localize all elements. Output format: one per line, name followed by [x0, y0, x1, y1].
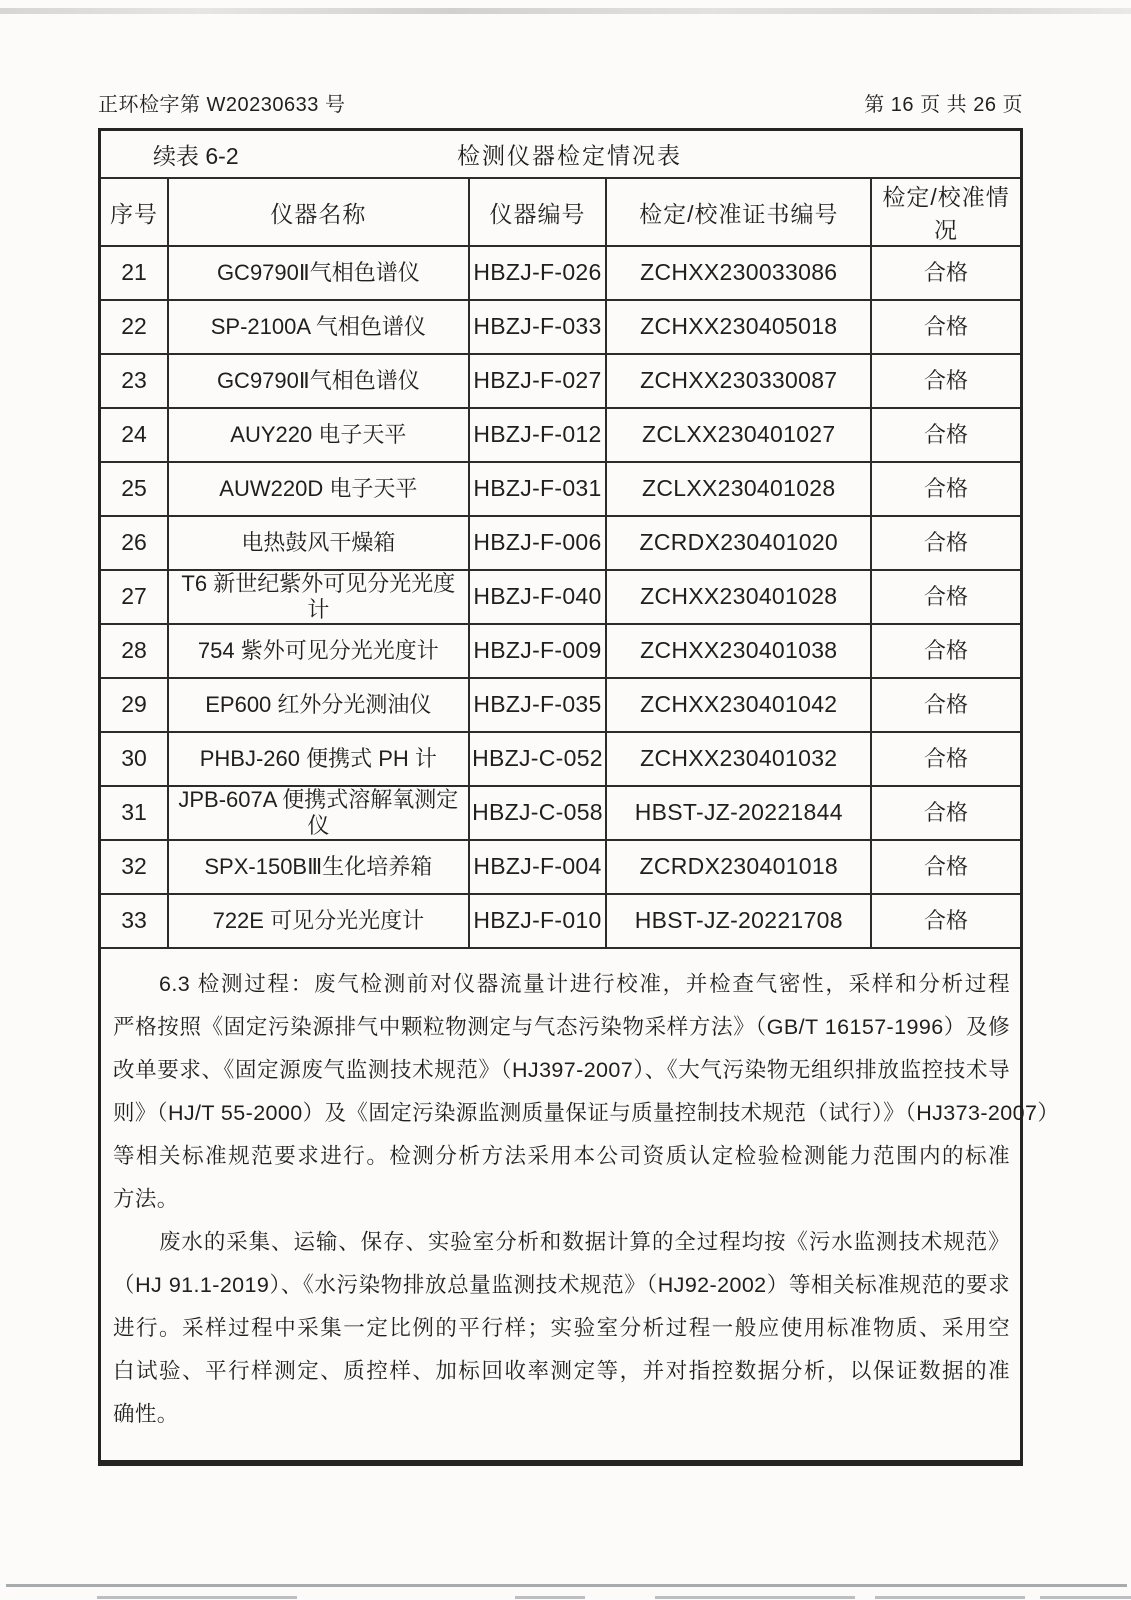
cell-code: HBZJ-F-026: [469, 246, 607, 300]
cell-no: 29: [101, 678, 168, 732]
table-title-row: [101, 131, 1020, 179]
cell-cert: ZCRDX230401020: [606, 516, 871, 570]
paragraph-line: 6.3 检测过程：废气检测前对仪器流量计进行校准，并检查气密性，采样和分析过程: [159, 972, 1010, 996]
cell-code: HBZJ-F-006: [469, 516, 607, 570]
paragraph-line: 方法。: [113, 1187, 179, 1211]
cell-name: GC9790Ⅱ气相色谱仪: [168, 354, 469, 408]
cell-cert: ZCHXX230401038: [606, 624, 871, 678]
table-row: [101, 354, 1020, 408]
cell-status: 合格: [871, 570, 1020, 624]
cell-no: 22: [101, 300, 168, 354]
cell-cert: ZCHXX230401032: [606, 732, 871, 786]
document-number: 正环检字第 W20230633 号: [98, 94, 346, 116]
cell-cert: ZCHXX230405018: [606, 300, 871, 354]
cell-code: HBZJ-F-010: [469, 894, 607, 948]
table-row: [101, 624, 1020, 678]
paragraph-line: 确性。: [113, 1402, 179, 1426]
cell-code: HBZJ-F-027: [469, 354, 607, 408]
scan-artifact-dash: [97, 1596, 297, 1599]
instrument-verification-table: [101, 179, 1020, 949]
cell-name: 722E 可见分光光度计: [168, 894, 469, 948]
cell-no: 23: [101, 354, 168, 408]
table-continuation-label: 续表 6-2: [153, 142, 239, 169]
table-header-row: [101, 179, 1020, 246]
cell-cert: ZCHXX230401028: [606, 570, 871, 624]
table-row: [101, 462, 1020, 516]
table-row: [101, 408, 1020, 462]
paragraph-line: 等相关标准规范要求进行。检测分析方法采用本公司资质认定检验检测能力范围内的标准: [113, 1144, 1010, 1168]
cell-cert: ZCRDX230401018: [606, 840, 871, 894]
table-row: [101, 840, 1020, 894]
table-row: [101, 570, 1020, 624]
cell-no: 25: [101, 462, 168, 516]
table-row: [101, 678, 1020, 732]
paragraph-line: （HJ 91.1-2019）、《水污染物排放总量监测技术规范》（HJ92-2002）等相关标准规范的要求: [113, 1273, 1010, 1297]
cell-name: AUW220D 电子天平: [168, 462, 469, 516]
column-header-status: 检定/校准情况: [871, 179, 1020, 246]
paragraph-line: 则》（HJ/T 55-2000）及《固定污染源监测质量保证与质量控制技术规范（试行）》（HJ373-2007）: [113, 1101, 1060, 1125]
paragraph-line: 废水的采集、运输、保存、实验室分析和数据计算的全过程均按《污水监测技术规范》: [159, 1230, 1010, 1254]
scan-artifact-top-strip: [0, 8, 1131, 14]
cell-cert: ZCHXX230033086: [606, 246, 871, 300]
paragraph-line: 改单要求、《固定源废气监测技术规范》（HJ397-2007）、《大气污染物无组织排放监控技术导: [113, 1058, 1010, 1082]
scan-artifact-dash: [515, 1596, 585, 1599]
page-header: [98, 88, 1023, 117]
cell-code: HBZJ-C-058: [469, 786, 607, 840]
table-row: [101, 894, 1020, 948]
cell-status: 合格: [871, 300, 1020, 354]
table-row: [101, 786, 1020, 840]
cell-status: 合格: [871, 840, 1020, 894]
cell-status: 合格: [871, 732, 1020, 786]
cell-name: JPB-607A 便携式溶解氧测定仪: [168, 786, 469, 840]
cell-status: 合格: [871, 408, 1020, 462]
scan-artifact-dash: [875, 1596, 1025, 1599]
cell-no: 32: [101, 840, 168, 894]
cell-status: 合格: [871, 246, 1020, 300]
cell-no: 27: [101, 570, 168, 624]
cell-no: 30: [101, 732, 168, 786]
paragraph-wastewater-process: [113, 1221, 1010, 1436]
cell-cert: ZCHXX230401042: [606, 678, 871, 732]
cell-name: SP-2100A 气相色谱仪: [168, 300, 469, 354]
cell-cert: ZCHXX230330087: [606, 354, 871, 408]
cell-cert: HBST-JZ-20221844: [606, 786, 871, 840]
cell-no: 31: [101, 786, 168, 840]
cell-name: 电热鼓风干燥箱: [168, 516, 469, 570]
cell-no: 21: [101, 246, 168, 300]
cell-code: HBZJ-C-052: [469, 732, 607, 786]
cell-name: 754 紫外可见分光光度计: [168, 624, 469, 678]
column-header-code: 仪器编号: [469, 179, 607, 246]
paragraph-detection-process: [113, 963, 1060, 1221]
table-row: [101, 516, 1020, 570]
cell-status: 合格: [871, 624, 1020, 678]
cell-name: PHBJ-260 便携式 PH 计: [168, 732, 469, 786]
page-indicator: 第 16 页 共 26 页: [864, 94, 1023, 116]
cell-code: HBZJ-F-004: [469, 840, 607, 894]
cell-status: 合格: [871, 786, 1020, 840]
cell-cert: HBST-JZ-20221708: [606, 894, 871, 948]
cell-name: AUY220 电子天平: [168, 408, 469, 462]
cell-name: GC9790Ⅱ气相色谱仪: [168, 246, 469, 300]
cell-status: 合格: [871, 354, 1020, 408]
table-row: [101, 300, 1020, 354]
cell-no: 28: [101, 624, 168, 678]
paragraph-line: 严格按照《固定污染源排气中颗粒物测定与气态污染物采样方法》（GB/T 16157-1996）及修: [113, 1015, 1010, 1039]
report-content-box: [98, 128, 1060, 1466]
scan-artifact-bottom-line: [6, 1584, 1127, 1587]
cell-no: 26: [101, 516, 168, 570]
table-title: 检测仪器检定情况表: [457, 142, 682, 169]
cell-name: EP600 红外分光测油仪: [168, 678, 469, 732]
scan-artifact-dash: [655, 1596, 855, 1599]
paragraph-line: 白试验、平行样测定、质控样、加标回收率测定等，并对指控数据分析，以保证数据的准: [113, 1359, 1010, 1383]
scan-artifact-dash: [1040, 1596, 1131, 1599]
cell-name: T6 新世纪紫外可见分光光度计: [168, 570, 469, 624]
cell-status: 合格: [871, 516, 1020, 570]
cell-code: HBZJ-F-031: [469, 462, 607, 516]
cell-code: HBZJ-F-009: [469, 624, 607, 678]
column-header-name: 仪器名称: [168, 179, 469, 246]
column-header-cert: 检定/校准证书编号: [606, 179, 871, 246]
body-text: [101, 949, 1060, 1436]
table-row: [101, 732, 1020, 786]
cell-code: HBZJ-F-012: [469, 408, 607, 462]
cell-no: 24: [101, 408, 168, 462]
paragraph-line: 进行。采样过程中采集一定比例的平行样；实验室分析过程一般应使用标准物质、采用空: [113, 1316, 1010, 1340]
cell-cert: ZCLXX230401028: [606, 462, 871, 516]
cell-status: 合格: [871, 678, 1020, 732]
cell-code: HBZJ-F-033: [469, 300, 607, 354]
cell-name: SPX-150BⅢ生化培养箱: [168, 840, 469, 894]
cell-cert: ZCLXX230401027: [606, 408, 871, 462]
cell-code: HBZJ-F-035: [469, 678, 607, 732]
column-header-no: 序号: [101, 179, 168, 246]
cell-code: HBZJ-F-040: [469, 570, 607, 624]
table-row: [101, 246, 1020, 300]
cell-status: 合格: [871, 894, 1020, 948]
cell-status: 合格: [871, 462, 1020, 516]
cell-no: 33: [101, 894, 168, 948]
